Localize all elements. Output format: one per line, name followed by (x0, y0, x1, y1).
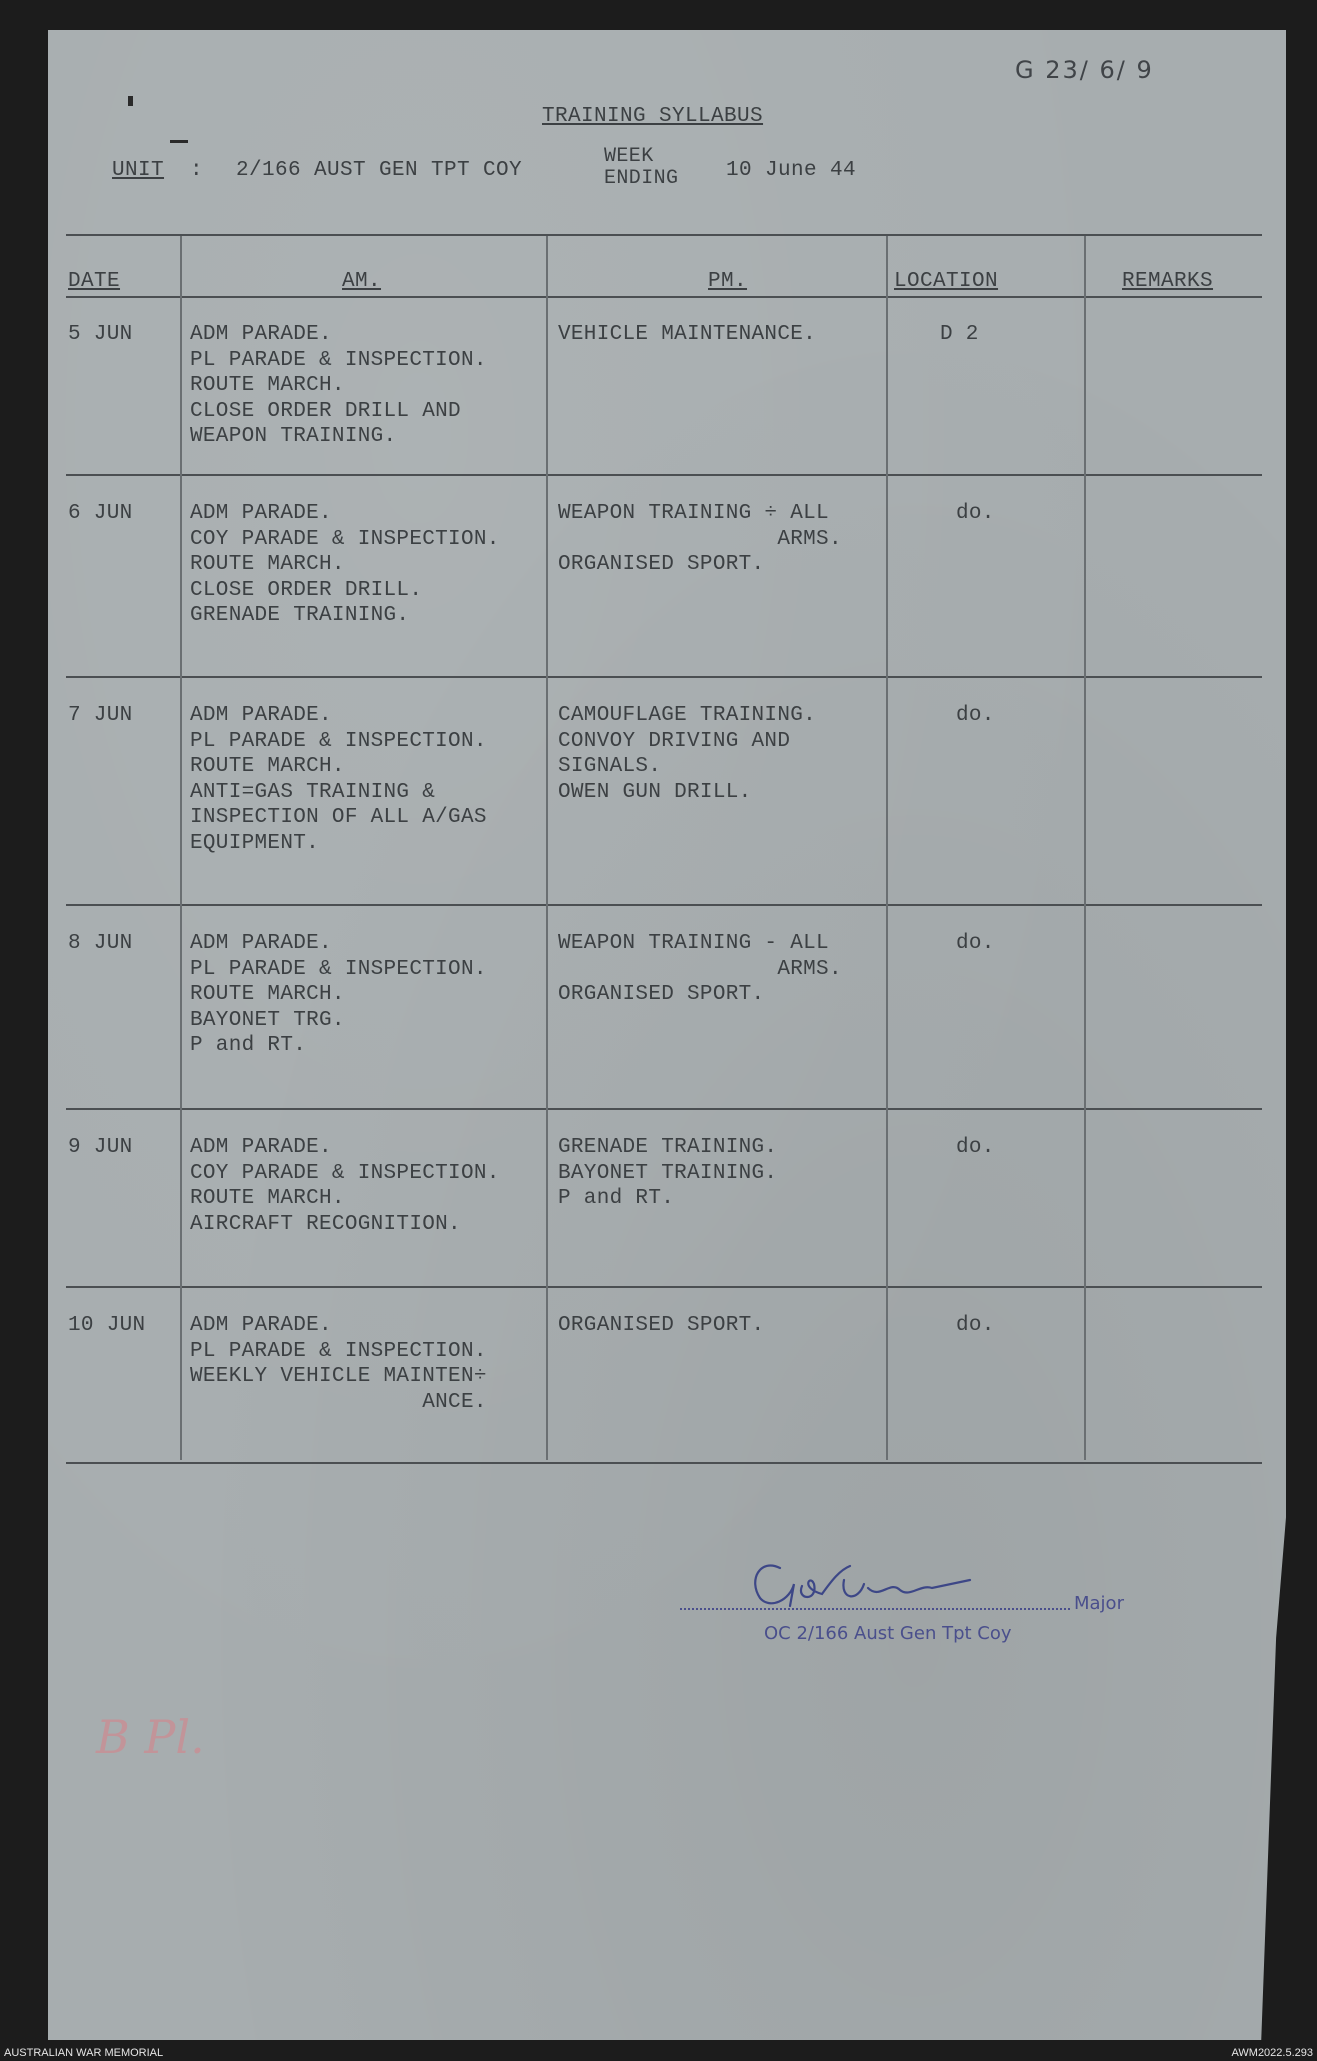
row-rule (66, 1108, 1262, 1110)
row-pm: ORGANISED SPORT. (558, 1314, 765, 1337)
row-date: 10 JUN (68, 1314, 146, 1337)
unit-value: 2/166 AUST GEN TPT COY (236, 159, 523, 182)
row-am: ADM PARADE. PL PARADE & INSPECTION. ROUTE MARCH. CLOSE ORDER DRILL AND WEAPON TRAINING. (190, 323, 487, 448)
signature-appointment: OC 2/166 Aust Gen Tpt Coy (764, 1623, 1012, 1644)
week-ending-label: WEEK ENDING (604, 145, 679, 190)
handwritten-signature (740, 1540, 980, 1620)
row-am: ADM PARADE. PL PARADE & INSPECTION. WEEKLY VEHICLE MAINTEN÷ ANCE. (190, 1314, 487, 1414)
row-date: 6 JUN (68, 502, 133, 525)
row-date: 5 JUN (68, 323, 133, 346)
row-pm: WEAPON TRAINING ÷ ALL ARMS. ORGANISED SPORT. (558, 502, 842, 576)
signature-rank: Major (1074, 1593, 1124, 1614)
ink-mark (170, 140, 188, 143)
footer-left: AUSTRALIAN WAR MEMORIAL (4, 2047, 164, 2059)
row-pm: CAMOUFLAGE TRAINING. CONVOY DRIVING AND SIGNALS. OWEN GUN DRILL. (558, 704, 817, 804)
row-rule (66, 676, 1262, 678)
column-divider (180, 236, 182, 1460)
row-location: do. (956, 704, 995, 727)
row-pm: WEAPON TRAINING - ALL ARMS. ORGANISED SPORT. (558, 932, 842, 1006)
week-ending-value: 10 June 44 (726, 159, 857, 182)
ink-mark (128, 96, 133, 106)
column-divider (546, 236, 548, 1460)
row-pm-first-line: GRENADE TRAINING. (558, 1136, 778, 1159)
column-divider (1084, 236, 1086, 1460)
row-am: ADM PARADE. COY PARADE & INSPECTION. ROUTE MARCH. CLOSE ORDER DRILL. GRENADE TRAINING. (190, 502, 500, 627)
column-header-pm: PM. (708, 270, 748, 293)
row-am: ADM PARADE. PL PARADE & INSPECTION. ROUTE MARCH. ANTI=GAS TRAINING & INSPECTION OF ALL A/GAS EQUIPMENT. (190, 704, 487, 855)
row-am: ADM PARADE. COY PARADE & INSPECTION. ROUTE MARCH. AIRCRAFT RECOGNITION. (190, 1136, 500, 1236)
table-bottom-rule (66, 1462, 1262, 1464)
row-am: ADM PARADE. PL PARADE & INSPECTION. ROUTE MARCH. BAYONET TRG. P and RT. (190, 932, 487, 1057)
footer-right: AWM2022.5.293 (1231, 2047, 1313, 2059)
row-rule (66, 904, 1262, 906)
reference-number: G 23/ 6/ 9 (1015, 56, 1154, 84)
row-location: D 2 (940, 323, 979, 346)
column-header-remarks: REMARKS (1122, 270, 1214, 293)
row-date: 9 JUN (68, 1136, 133, 1159)
column-header-am: AM. (342, 270, 382, 293)
row-pm: BAYONET TRAINING. P and RT. (558, 1161, 778, 1210)
handwritten-note: B Pl. (96, 1710, 205, 1764)
row-location: do. (956, 1136, 995, 1159)
row-rule (66, 1286, 1262, 1288)
row-date: 8 JUN (68, 932, 133, 955)
row-location: do. (956, 932, 995, 955)
row-date: 7 JUN (68, 704, 133, 727)
document-title: TRAINING SYLLABUS (542, 105, 764, 128)
row-pm: VEHICLE MAINTENANCE. (558, 323, 817, 346)
column-divider (886, 236, 888, 1460)
row-location: do. (956, 502, 995, 525)
unit-colon: : (190, 159, 204, 182)
row-location: do. (956, 1314, 995, 1337)
table-top-rule (66, 234, 1262, 236)
header-rule (66, 296, 1262, 298)
unit-label: UNIT (112, 159, 165, 182)
column-header-location: LOCATION (894, 270, 999, 293)
row-rule (66, 474, 1262, 476)
column-header-date: DATE (68, 270, 121, 293)
